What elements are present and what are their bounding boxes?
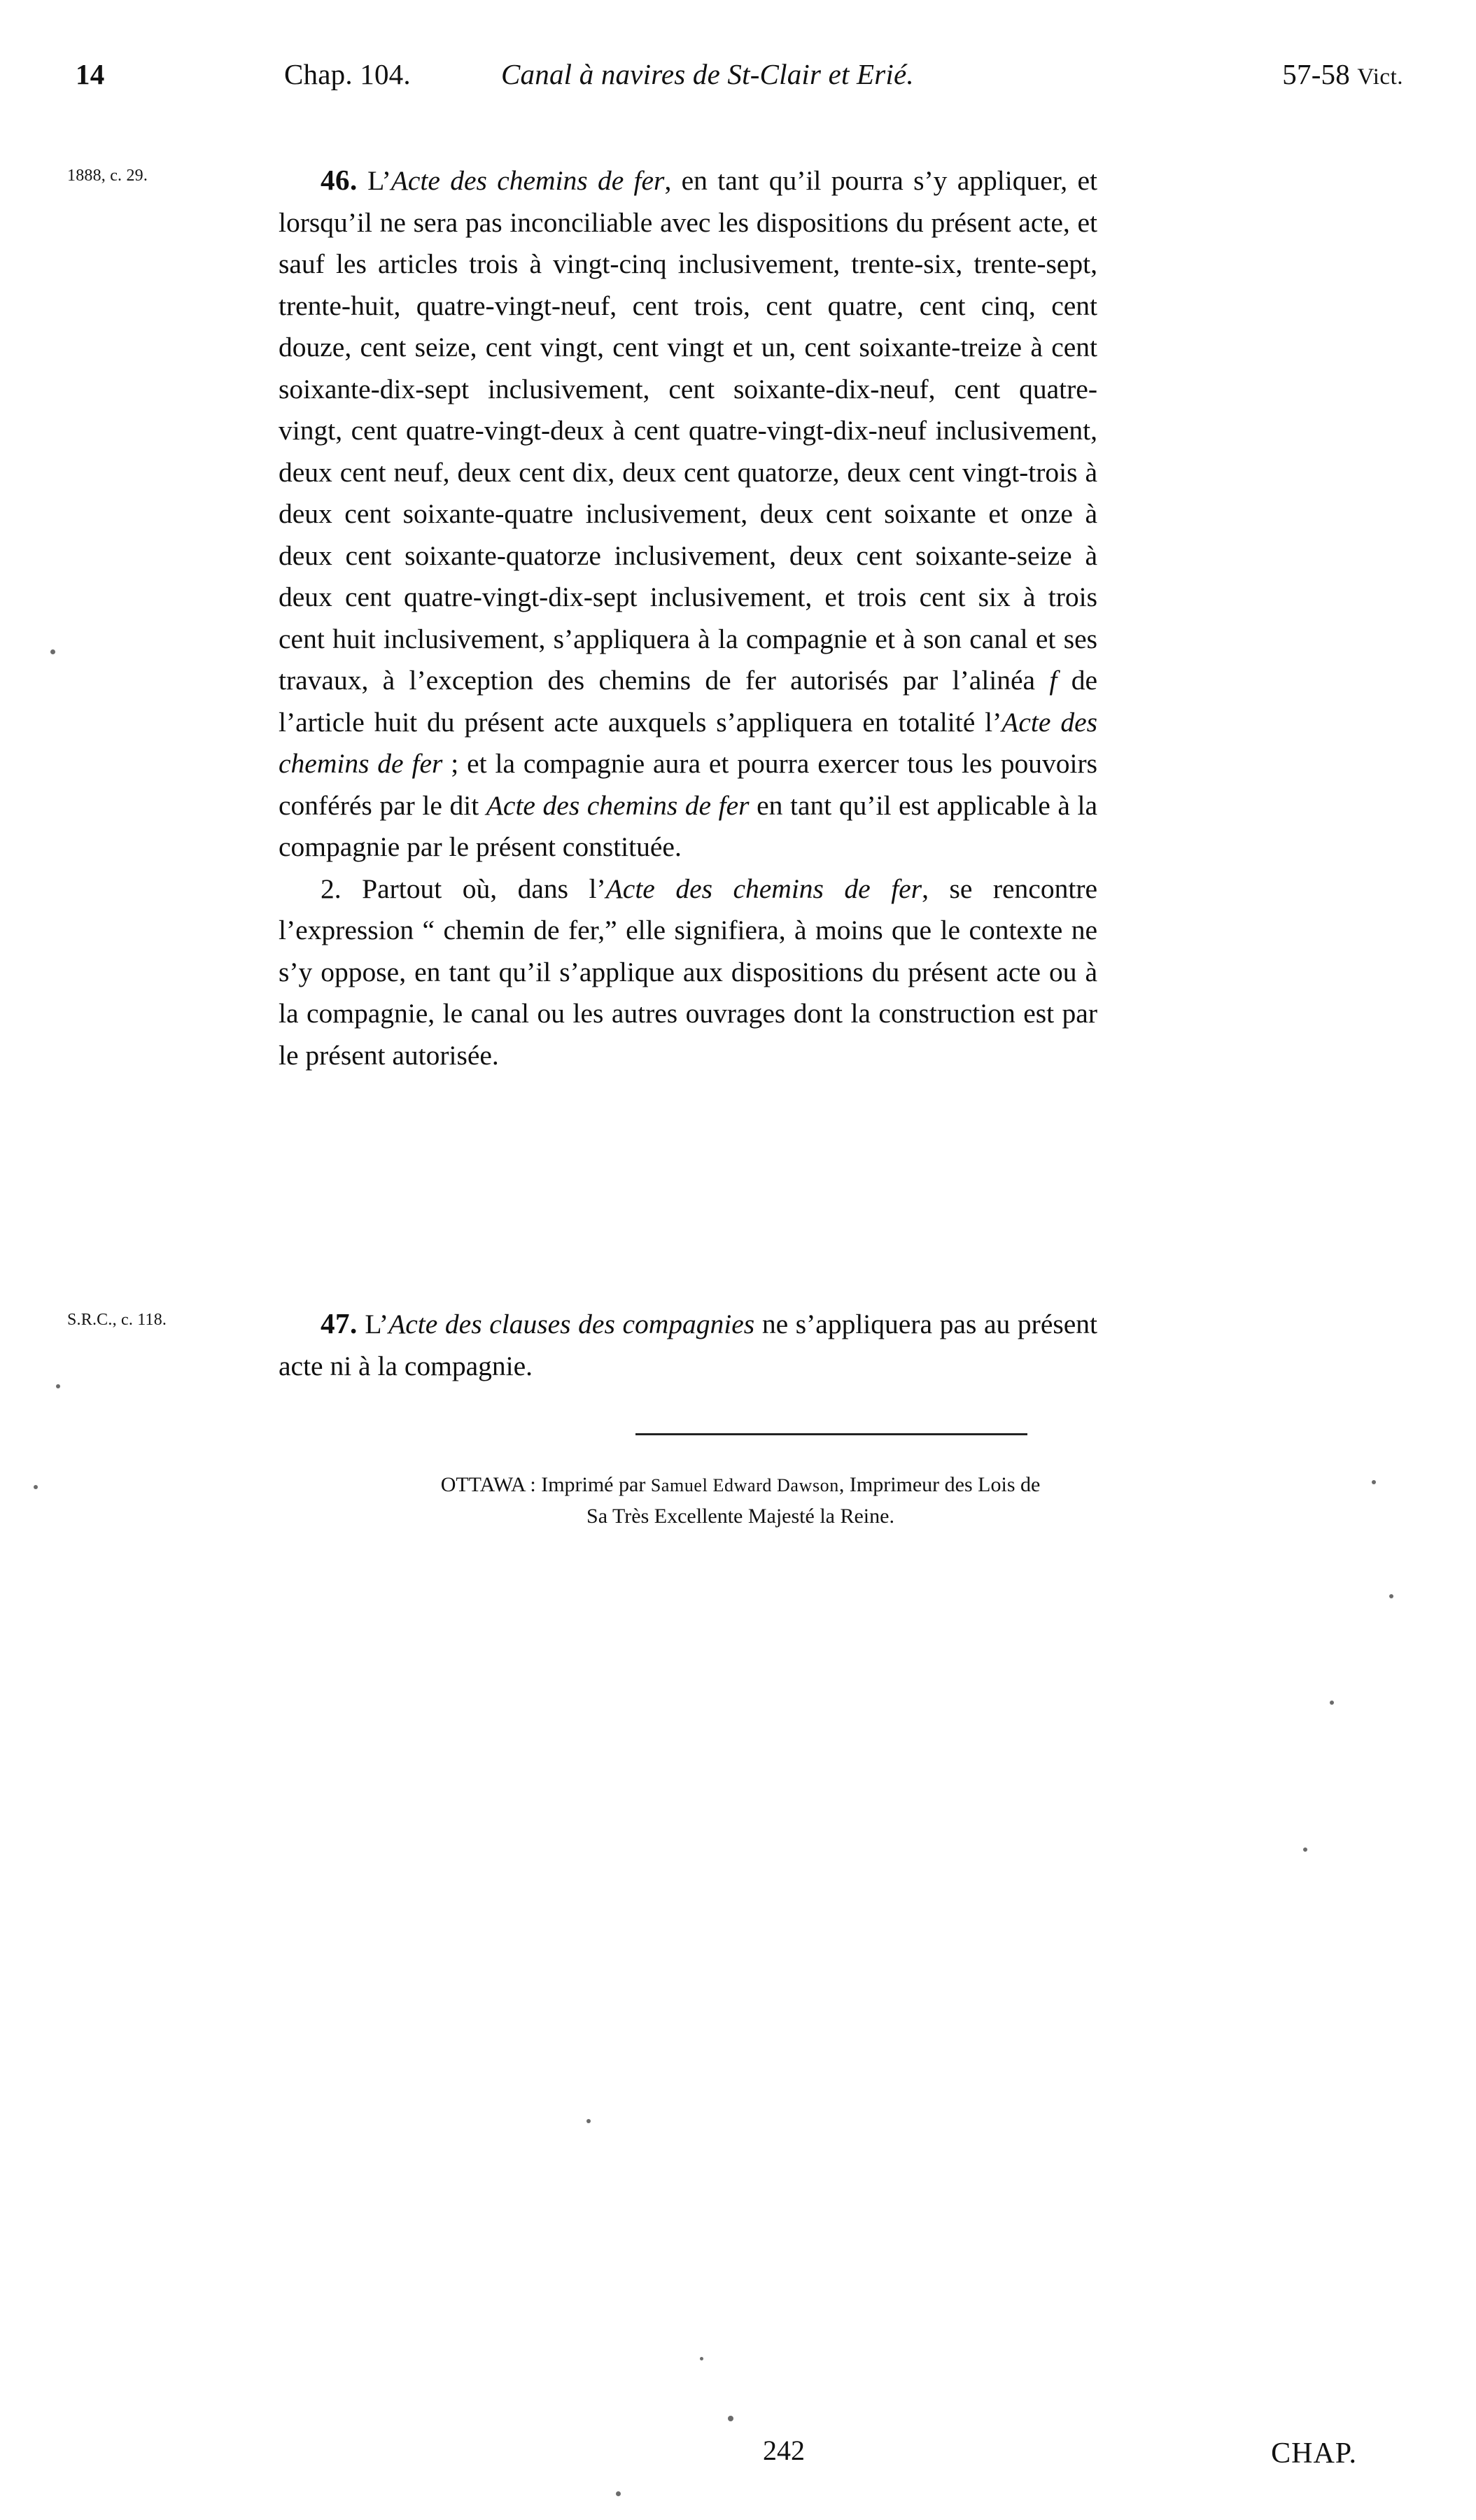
text-run: ; et la compagnie aura et pourra exercer tous les pouvoirs conférés par le dit xyxy=(279,748,1097,821)
text-run: , se rencontre l’expression “ chemin de fer,” elle signifiera, à moins que le contexte ne s’y oppose, en tant qu’il s’applique aux dispositions du présent acte ou à la compagnie, le canal ou les autres ouvrages dont la construction est par le présent autorisée. xyxy=(279,873,1098,1071)
section-46-paragraph-1 xyxy=(279,160,1097,868)
scan-speck xyxy=(1303,1847,1307,1852)
catchword: CHAP. xyxy=(1271,2437,1357,2470)
regnal-sovereign: Vict. xyxy=(1357,64,1403,90)
imprint-block xyxy=(279,1470,1202,1532)
page-number-bottom: 242 xyxy=(763,2435,805,2466)
section-47-paragraph-1 xyxy=(279,1303,1097,1387)
italic-run: f xyxy=(1049,665,1057,696)
running-head xyxy=(67,55,1409,97)
marginal-note-2: S.R.C., c. 118. xyxy=(67,1311,167,1329)
text-run: , en tant qu’il pourra s’y appliquer, et lorsqu’il ne sera pas inconciliable avec les dispositions du présent acte, et sauf les articles trois à vingt-cinq inclusivement, trente-six, trente-sept, trente-huit, quatre-vingt-neuf, cent trois, cent quatre, cent cinq, cent douze, cent seize, cent vingt, cent vingt et un, cent soixante-treize à cent soixante-dix-sept inclusivement, cent soixante-dix-neuf, cent quatre-vingt, cent quatre-vingt-deux à cent quatre-vingt-dix-neuf inclusivement, deux cent neuf, deux cent dix, deux cent quatorze, deux cent vingt-trois à deux cent soixante-quatre inclusivement, deux cent soixante et onze à deux cent soixante-quatorze inclusivement, deux cent soixante-seize à deux cent quatre-vingt-dix-sept inclusivement, et trois cent six à trois cent huit inclusivement, s’appliquera à la compagnie et à son canal et ses travaux, à l’exception des chemins de fer autorisés par l’alinéa xyxy=(279,165,1098,696)
scan-speck xyxy=(616,2491,621,2496)
chapter-label: Chap. 104. xyxy=(284,58,411,90)
text-run: L’ xyxy=(367,165,391,196)
page-number-top: 14 xyxy=(76,58,105,90)
section-46-body-2 xyxy=(279,873,1097,1071)
section-47 xyxy=(279,1303,1097,1387)
text-run: L’ xyxy=(365,1309,389,1339)
regnal-year xyxy=(1282,57,1403,91)
imprint-line-1 xyxy=(279,1470,1202,1501)
running-title: Canal à navires de St-Clair et Erié. xyxy=(501,58,914,90)
italic-run: Acte des chemins de fer xyxy=(605,873,922,904)
text-run: en tant qu’il est applicable à la compagnie par le présent constituée. xyxy=(279,789,1098,862)
scan-speck xyxy=(586,2119,591,2123)
text-run: de l’article huit du présent acte auxquels s’appliquera en totalité l’ xyxy=(279,665,1097,738)
imprint-line-2: Sa Très Excellente Majesté la Reine. xyxy=(586,1505,894,1528)
scan-speck xyxy=(1372,1480,1376,1484)
text-run: 2. Partout où, dans l’ xyxy=(321,873,606,904)
section-46-body-1 xyxy=(279,165,1097,862)
section-47-body-1 xyxy=(279,1309,1097,1381)
italic-run: Acte des chemins de fer xyxy=(391,165,665,196)
text-run: ne s’appliquera pas au présent acte ni à la compagnie. xyxy=(279,1309,1097,1381)
section-46-number: 46. xyxy=(321,164,358,196)
horizontal-rule xyxy=(635,1433,1027,1435)
imprint-prefix: OTTAWA : Imprimé par xyxy=(440,1473,651,1496)
regnal-years: 57-58 xyxy=(1282,58,1350,90)
scan-speck xyxy=(56,1384,60,1388)
scan-speck xyxy=(700,2357,703,2360)
scan-speck xyxy=(1330,1701,1334,1705)
italic-run: Acte des chemins de fer xyxy=(486,789,750,821)
scan-speck xyxy=(728,2416,733,2421)
italic-run: Acte des chemins de fer xyxy=(279,706,1097,779)
section-46 xyxy=(279,160,1097,1076)
section-47-number: 47. xyxy=(321,1307,358,1339)
scan-speck xyxy=(50,649,55,654)
scan-speck xyxy=(1389,1594,1393,1598)
section-46-paragraph-2 xyxy=(279,868,1097,1077)
imprint-suffix: , Imprimeur des Lois de xyxy=(838,1473,1041,1496)
italic-run: Acte des clauses des compagnies xyxy=(388,1309,755,1339)
printer-name: Samuel Edward Dawson xyxy=(650,1475,839,1495)
marginal-note-1: 1888, c. 29. xyxy=(67,167,148,185)
scan-speck xyxy=(34,1485,38,1489)
